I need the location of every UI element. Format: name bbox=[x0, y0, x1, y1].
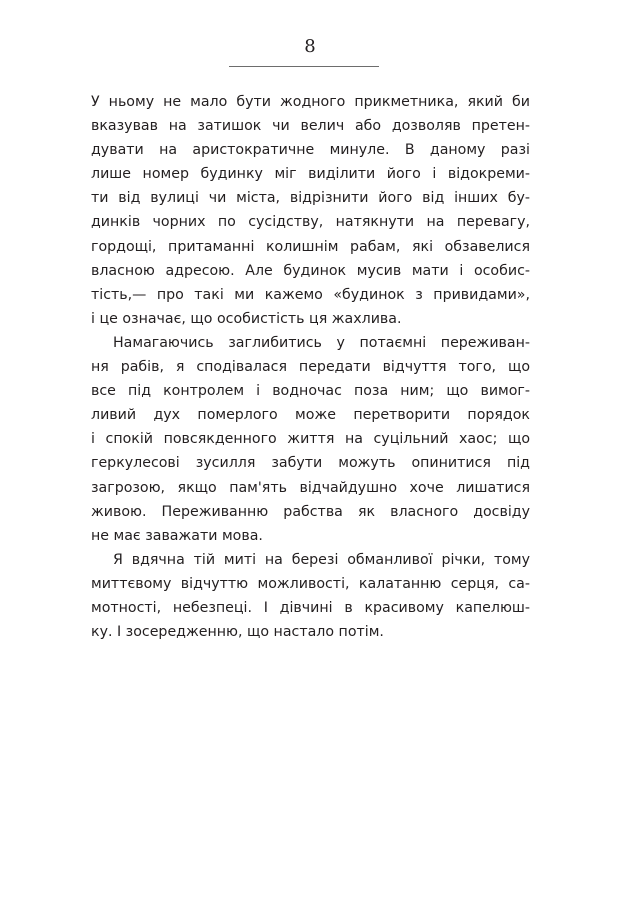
text-line: ливий дух померлого може перетворити порядок bbox=[91, 407, 530, 424]
text-line: тість,— про такі ми кажемо «будинок з привидами», bbox=[91, 286, 530, 303]
text-line: Я вдячна тій миті на березі обманливої річки, тому bbox=[113, 551, 530, 568]
body-text bbox=[91, 90, 530, 644]
text-line: ти від вулиці чи міста, відрізнити його від інших бу- bbox=[91, 190, 530, 207]
text-line: динків чорних по сусідству, натякнути на перевагу, bbox=[91, 214, 530, 231]
text-line: Намагаючись заглибитись у потаємні переживан- bbox=[113, 334, 530, 351]
text-line: ня рабів, я сподівалася передати відчуття того, що bbox=[91, 359, 530, 376]
text-line: і це означає, що особистість ця жахлива. bbox=[91, 310, 402, 327]
text-line: лише номер будинку міг виділити його і відокреми- bbox=[91, 166, 530, 183]
text-line: ку. І зосередженню, що настало потім. bbox=[91, 624, 384, 641]
text-line: загрозою, якщо пам'ять відчайдушно хоче лишатися bbox=[91, 479, 530, 496]
text-line: мотності, небезпеці. І дівчині в красивому капелюш- bbox=[91, 599, 530, 616]
text-line: гордощі, притаманні колишнім рабам, які обзавелися bbox=[91, 238, 530, 255]
text-line: дувати на аристократичне минуле. В даному разі bbox=[91, 142, 530, 159]
text-line: живою. Переживанню рабства як власного досвіду bbox=[91, 503, 530, 520]
text-line: У ньому не мало бути жодного прикметника, який би bbox=[91, 94, 530, 110]
text-line: і спокій повсякденного життя на суцільний хаос; що bbox=[91, 431, 530, 448]
text-line: вказував на затишок чи велич або дозволяв претен- bbox=[91, 118, 530, 135]
text-line: не має заважати мова. bbox=[91, 527, 263, 544]
page-number: 8 bbox=[304, 36, 316, 57]
text-line: геркулесові зусилля забути можуть опинитися під bbox=[91, 455, 530, 472]
text-line: все під контролем і водночас поза ним; що вимог- bbox=[91, 383, 530, 400]
header-rule bbox=[229, 66, 379, 67]
text-line: миттєвому відчуттю можливості, калатанню серця, са- bbox=[91, 575, 530, 592]
text-line: власною адресою. Але будинок мусив мати і особис- bbox=[91, 262, 530, 279]
